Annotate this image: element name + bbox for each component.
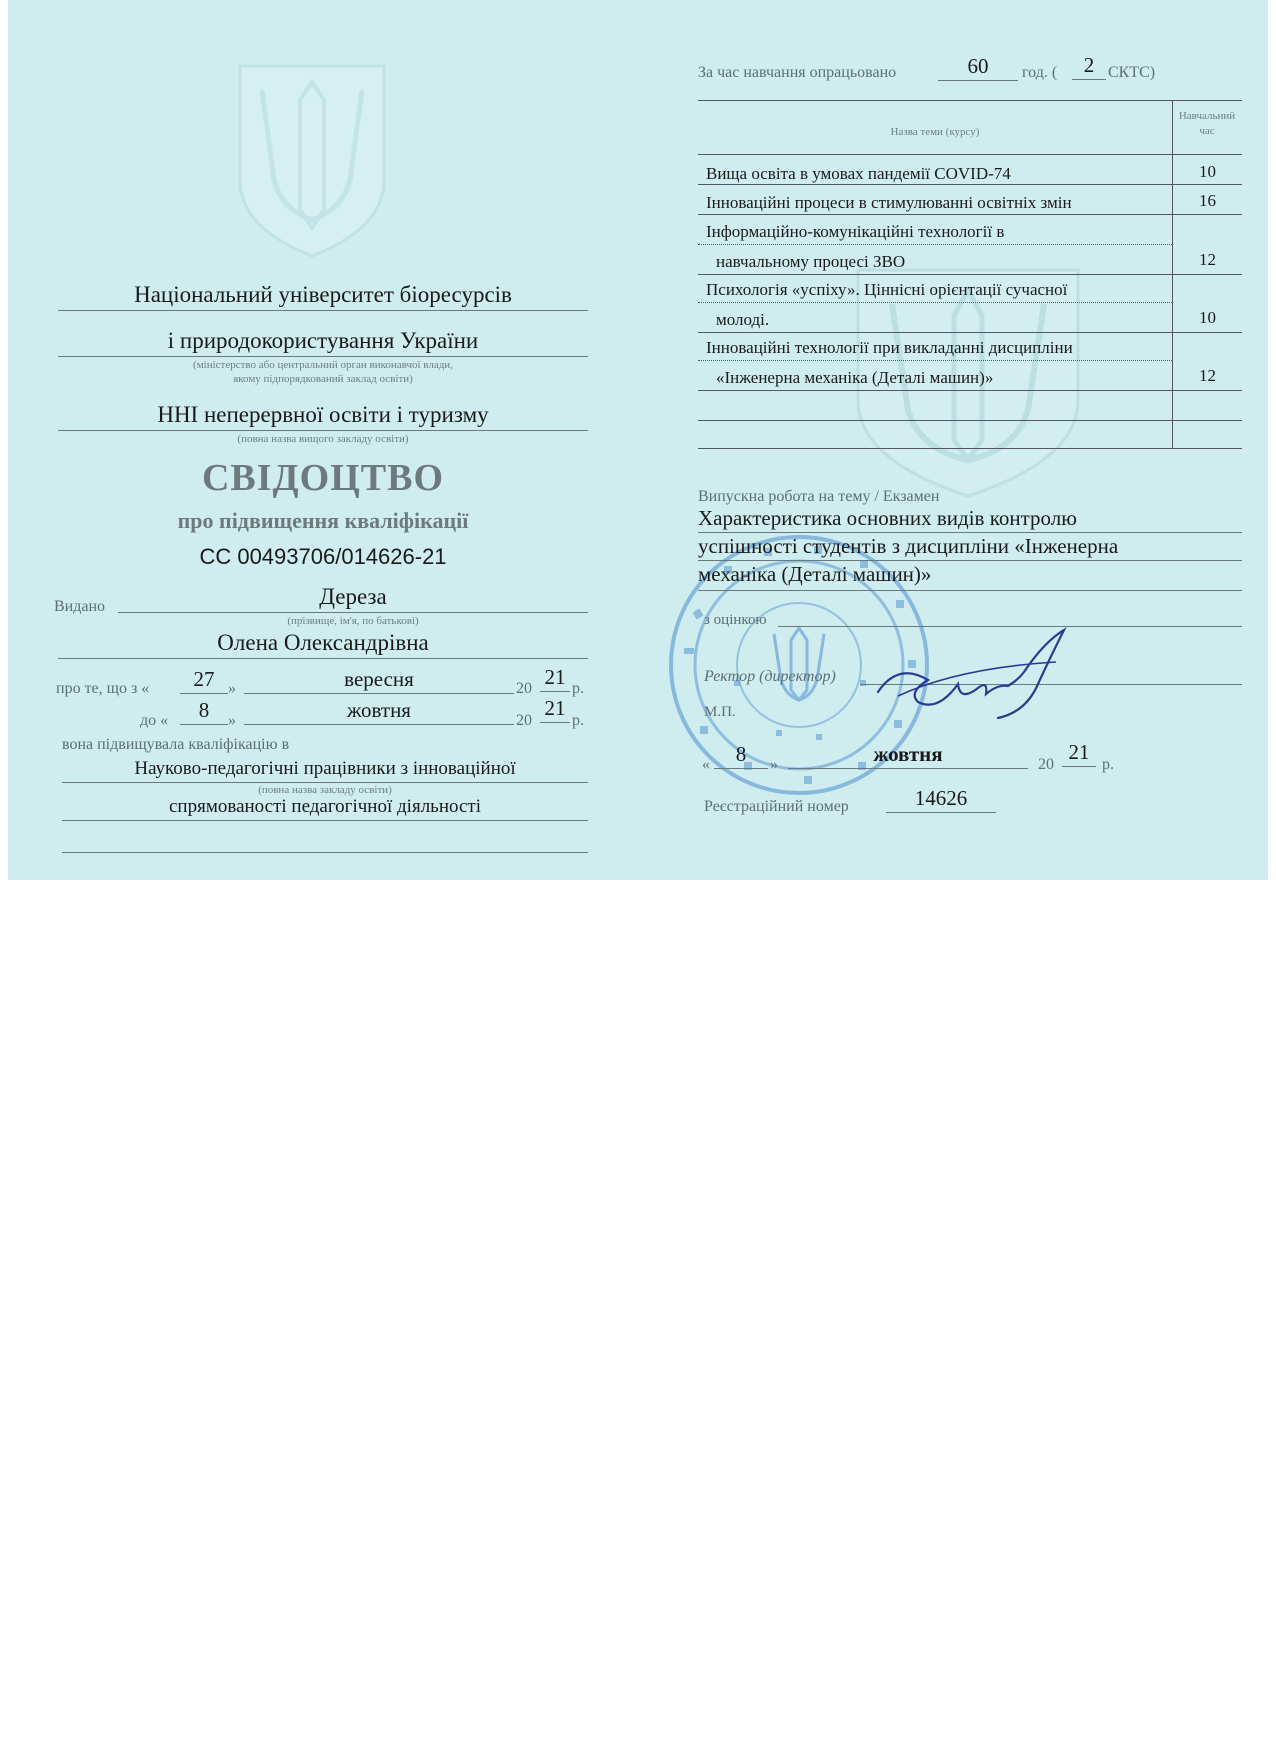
divider — [540, 691, 570, 692]
table-row-border — [698, 332, 1242, 333]
divider — [714, 768, 768, 769]
divider — [180, 693, 228, 694]
rector-label: Ректор (директор) — [704, 668, 836, 685]
name-hint: (прізвище, ім'я, по батькові) — [287, 615, 419, 627]
ministry-hint-line2: якому підпорядкований заклад освіти) — [233, 373, 413, 385]
from-month: вересня — [344, 667, 414, 691]
school-hint: (повна назва вищого закладу освіти) — [237, 433, 409, 445]
school-name: ННІ неперервної освіти і туризму — [157, 402, 489, 427]
divider — [788, 768, 1028, 769]
table-row-topic-cont: «Інженерна механіка (Деталі машин)» — [716, 368, 994, 387]
year-prefix: 20 — [516, 680, 532, 697]
hours-unit: год. ( — [1022, 64, 1058, 81]
table-header-topic: Назва теми (курсу) — [890, 126, 980, 138]
hours-label: За час навчання опрацьовано — [698, 64, 897, 81]
ects-value: 2 — [1083, 53, 1095, 77]
table-row-border — [698, 154, 1242, 155]
divider — [540, 722, 570, 723]
institution-name-line1: Національний університет біоресурсів — [134, 282, 512, 307]
program-hint: (повна назва закладу освіти) — [258, 784, 392, 796]
ects-unit: СКТС) — [1108, 64, 1156, 81]
holder-surname: Дереза — [319, 584, 387, 609]
divider — [62, 782, 588, 783]
divider — [886, 812, 996, 813]
divider — [62, 852, 588, 853]
sign-day: 8 — [735, 742, 747, 766]
year-suffix: р. — [1102, 756, 1114, 773]
table-row-border — [698, 244, 1172, 245]
table-row-topic-cont: навчальному процесі ЗВО — [716, 252, 906, 271]
table-row-topic: Інноваційні процеси в стимулюванні освітніх змін — [706, 193, 1072, 212]
from-year: 21 — [544, 665, 566, 689]
divider — [698, 532, 1242, 533]
qualification-label: вона підвищувала кваліфікацію в — [62, 736, 290, 753]
divider — [698, 590, 1242, 591]
thesis-line3: механіка (Деталі машин)» — [698, 562, 932, 586]
thesis-line2: успішності студентів з дисципліни «Інженерна — [698, 534, 1119, 558]
to-month: жовтня — [347, 698, 411, 722]
table-row-border — [698, 184, 1242, 185]
table-row-hours: 12 — [1199, 250, 1216, 269]
table-row-hours: 16 — [1199, 191, 1216, 210]
ministry-hint-line1: (міністерство або центральний орган виконавчої влади, — [193, 359, 453, 371]
divider — [118, 612, 588, 613]
table-row-border — [698, 214, 1242, 215]
table-row-hours: 12 — [1199, 366, 1216, 385]
year-prefix: 20 — [516, 712, 532, 729]
certificate-sheet — [8, 0, 1268, 880]
to-label: до « — [140, 712, 169, 729]
sign-year: 21 — [1068, 740, 1090, 764]
divider — [698, 560, 1242, 561]
program-line1: Науково-педагогічні працівники з інноваційної — [134, 758, 516, 779]
trident-watermark-icon — [232, 60, 392, 260]
from-day: 27 — [193, 667, 215, 691]
table-top-border — [698, 100, 1242, 101]
table-row-border — [698, 390, 1242, 391]
divider — [244, 724, 514, 725]
year-prefix: 20 — [1038, 756, 1054, 773]
divider — [1072, 79, 1106, 80]
hours-value: 60 — [967, 54, 989, 78]
quote-close: » — [770, 756, 778, 773]
seal-label: М.П. — [704, 704, 736, 720]
table-header-hours-line1: Навчальний — [1178, 110, 1236, 122]
program-line2: спрямованості педагогічної діяльності — [168, 796, 481, 817]
to-day: 8 — [198, 698, 210, 722]
thesis-line1: Характеристика основних видів контролю — [698, 506, 1077, 530]
table-header-hours-line2: час — [1199, 125, 1215, 137]
table-row-border — [698, 420, 1242, 421]
table-row-hours: 10 — [1199, 162, 1216, 181]
quote-open: « — [702, 756, 710, 773]
registration-label: Реєстраційний номер — [704, 798, 849, 815]
table-row-border — [698, 302, 1172, 303]
table-bottom-border — [698, 448, 1242, 449]
divider — [62, 820, 588, 821]
divider — [938, 80, 1018, 81]
divider — [58, 310, 588, 311]
table-row-topic: Вища освіта в умовах пандемії COVID-74 — [706, 164, 1011, 183]
quote-close: » — [228, 712, 236, 729]
document-subtitle: про підвищення кваліфікації — [177, 508, 469, 533]
thesis-label: Випускна робота на тему / Екзамен — [698, 488, 940, 505]
divider — [58, 356, 588, 357]
divider — [244, 693, 514, 694]
document-title: СВІДОЦТВО — [201, 457, 445, 499]
document-number: СС 00493706/014626-21 — [199, 544, 447, 569]
year-suffix: р. — [572, 712, 584, 729]
rector-signature-icon — [868, 622, 1078, 732]
divider — [1062, 766, 1096, 767]
grade-label: з оцінкою — [704, 612, 767, 628]
sign-month: жовтня — [873, 742, 943, 766]
divider — [180, 724, 228, 725]
issued-label: Видано — [54, 598, 106, 615]
table-row-topic: Інформаційно-комунікаційні технології в — [706, 222, 1005, 241]
divider — [58, 430, 588, 431]
holder-given-names: Олена Олександрівна — [217, 630, 429, 655]
year-suffix: р. — [572, 680, 584, 697]
to-year: 21 — [544, 696, 566, 720]
quote-close: » — [228, 680, 236, 697]
table-row-border — [698, 360, 1172, 361]
divider — [58, 658, 588, 659]
from-label: про те, що з « — [56, 680, 150, 697]
institution-name-line2: і природокористування України — [167, 328, 479, 353]
registration-number: 14626 — [914, 786, 968, 810]
table-row-hours: 10 — [1199, 308, 1216, 327]
table-row-topic: Інноваційні технології при викладанні дисципліни — [706, 338, 1073, 357]
table-row-topic-cont: молоді. — [716, 310, 770, 329]
table-row-topic: Психологія «успіху». Ціннісні орієнтації сучасної — [706, 280, 1068, 299]
table-row-border — [698, 274, 1242, 275]
